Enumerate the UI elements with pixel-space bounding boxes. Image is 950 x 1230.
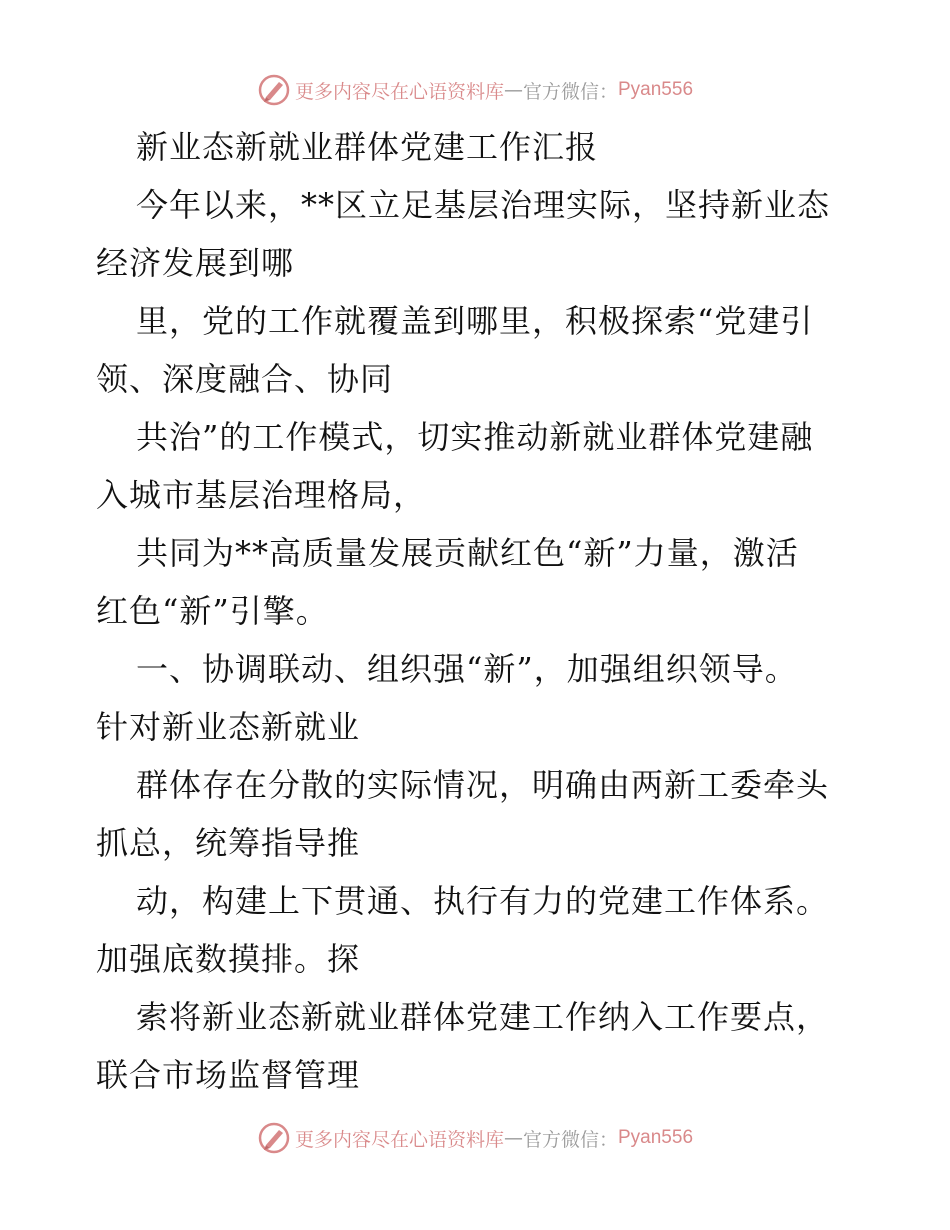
document-body (96, 118, 856, 1104)
watermark-wechat-id: Pyan556 (618, 79, 694, 100)
watermark-wechat-id: Pyan556 (618, 1127, 694, 1148)
text-line: 联合市场监督管理 (96, 1056, 361, 1094)
text-line: 抓总，统筹指导推 (96, 824, 361, 862)
text-line: 针对新业态新就业 (96, 708, 361, 746)
watermark-main-text: 更多内容尽在心语资料库 (294, 80, 504, 103)
watermark-footer (0, 1118, 950, 1158)
text-line: 里，党的工作就覆盖到哪里，积极探索“党建引 (136, 302, 814, 340)
pen-logo-icon (257, 1121, 291, 1155)
text-line: 今年以来，**区立足基层治理实际，坚持新业态 (136, 186, 831, 224)
section-heading-line: 一、协调联动、组织强“新”，加强组织领导。 (136, 650, 798, 688)
text-line: 经济发展到哪 (96, 244, 295, 282)
watermark-header (0, 70, 950, 110)
watermark-main-text: 更多内容尽在心语资料库 (294, 1128, 504, 1151)
text-line: 索将新业态新就业群体党建工作纳入工作要点， (136, 998, 830, 1036)
text-line: 加强底数摸排。探 (96, 940, 361, 978)
pen-logo-icon (257, 73, 291, 107)
watermark-dash: — (503, 1127, 523, 1149)
text-line: 共同为**高质量发展贡献红色“新”力量，激活 (136, 534, 799, 572)
watermark-dash: — (503, 79, 523, 101)
text-line: 领、深度融合、协同 (96, 360, 394, 398)
text-line: 群体存在分散的实际情况，明确由两新工委牵头 (136, 766, 830, 804)
watermark-official-label: 官方微信： (522, 1128, 618, 1151)
text-line: 共治”的工作模式，切实推动新就业群体党建融 (136, 418, 814, 456)
document-title: 新业态新就业群体党建工作汇报 (136, 128, 599, 166)
watermark-official-label: 官方微信： (522, 80, 618, 103)
text-line: 动，构建上下贯通、执行有力的党建工作体系。 (136, 882, 830, 920)
text-line: 红色“新”引擎。 (96, 592, 329, 630)
text-line: 入城市基层治理格局， (96, 476, 427, 514)
